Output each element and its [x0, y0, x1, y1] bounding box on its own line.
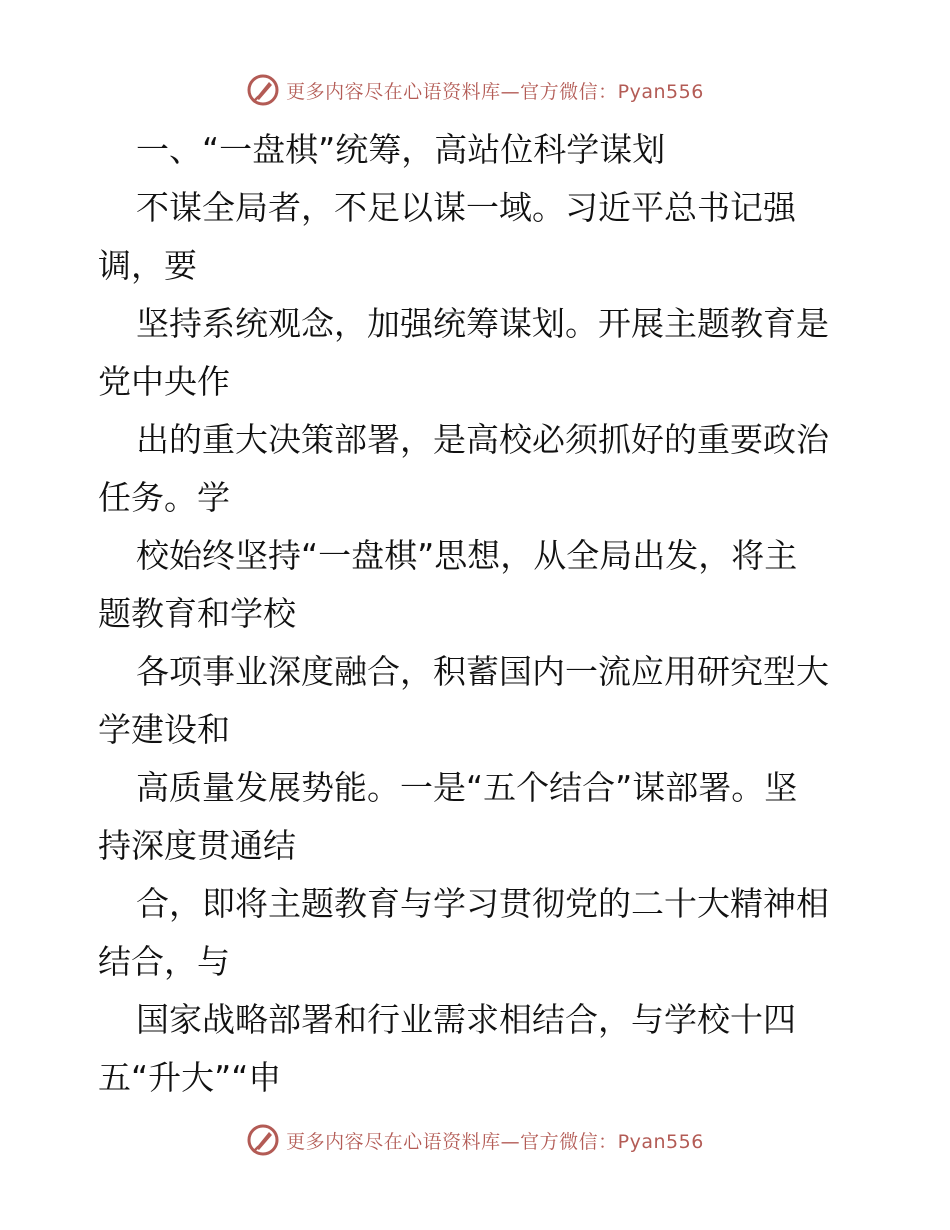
text-line: 国家战略部署和行业需求相结合，与学校十四: [136, 1000, 796, 1039]
text-line: 题教育和学校: [98, 594, 296, 633]
text-line: 坚持系统观念，加强统筹谋划。开展主题教育是: [136, 304, 829, 343]
quill-logo-icon: [246, 73, 280, 107]
document-body: [98, 121, 858, 1107]
text-line: 结合，与: [98, 942, 230, 981]
text-line: 五“升大”“申: [98, 1058, 282, 1097]
text-line: 高质量发展势能。一是“五个结合”谋部署。坚: [136, 768, 798, 807]
quill-logo-icon: [246, 1123, 280, 1157]
header-banner-text: 更多内容尽在心语资料库—官方微信：Pyan556: [286, 80, 704, 103]
header-watermark-banner: [0, 70, 950, 110]
footer-banner-text: 更多内容尽在心语资料库—官方微信：Pyan556: [286, 1130, 704, 1153]
text-line: 不谋全局者，不足以谋一域。习近平总书记强: [136, 188, 796, 227]
text-line: 校始终坚持“一盘棋”思想，从全局出发，将主: [136, 536, 798, 575]
footer-watermark-banner: [0, 1120, 950, 1160]
text-line: 合，即将主题教育与学习贯彻党的二十大精神相: [136, 884, 829, 923]
text-line: 出的重大决策部署，是高校必须抓好的重要政治: [136, 420, 829, 459]
text-line: 学建设和: [98, 710, 230, 749]
text-line: 党中央作: [98, 362, 230, 401]
text-line: 一、“一盘棋”统筹，高站位科学谋划: [136, 130, 666, 169]
text-line: 调，要: [98, 246, 197, 285]
text-line: 持深度贯通结: [98, 826, 296, 865]
text-line: 任务。学: [98, 478, 230, 517]
text-line: 各项事业深度融合，积蓄国内一流应用研究型大: [136, 652, 829, 691]
